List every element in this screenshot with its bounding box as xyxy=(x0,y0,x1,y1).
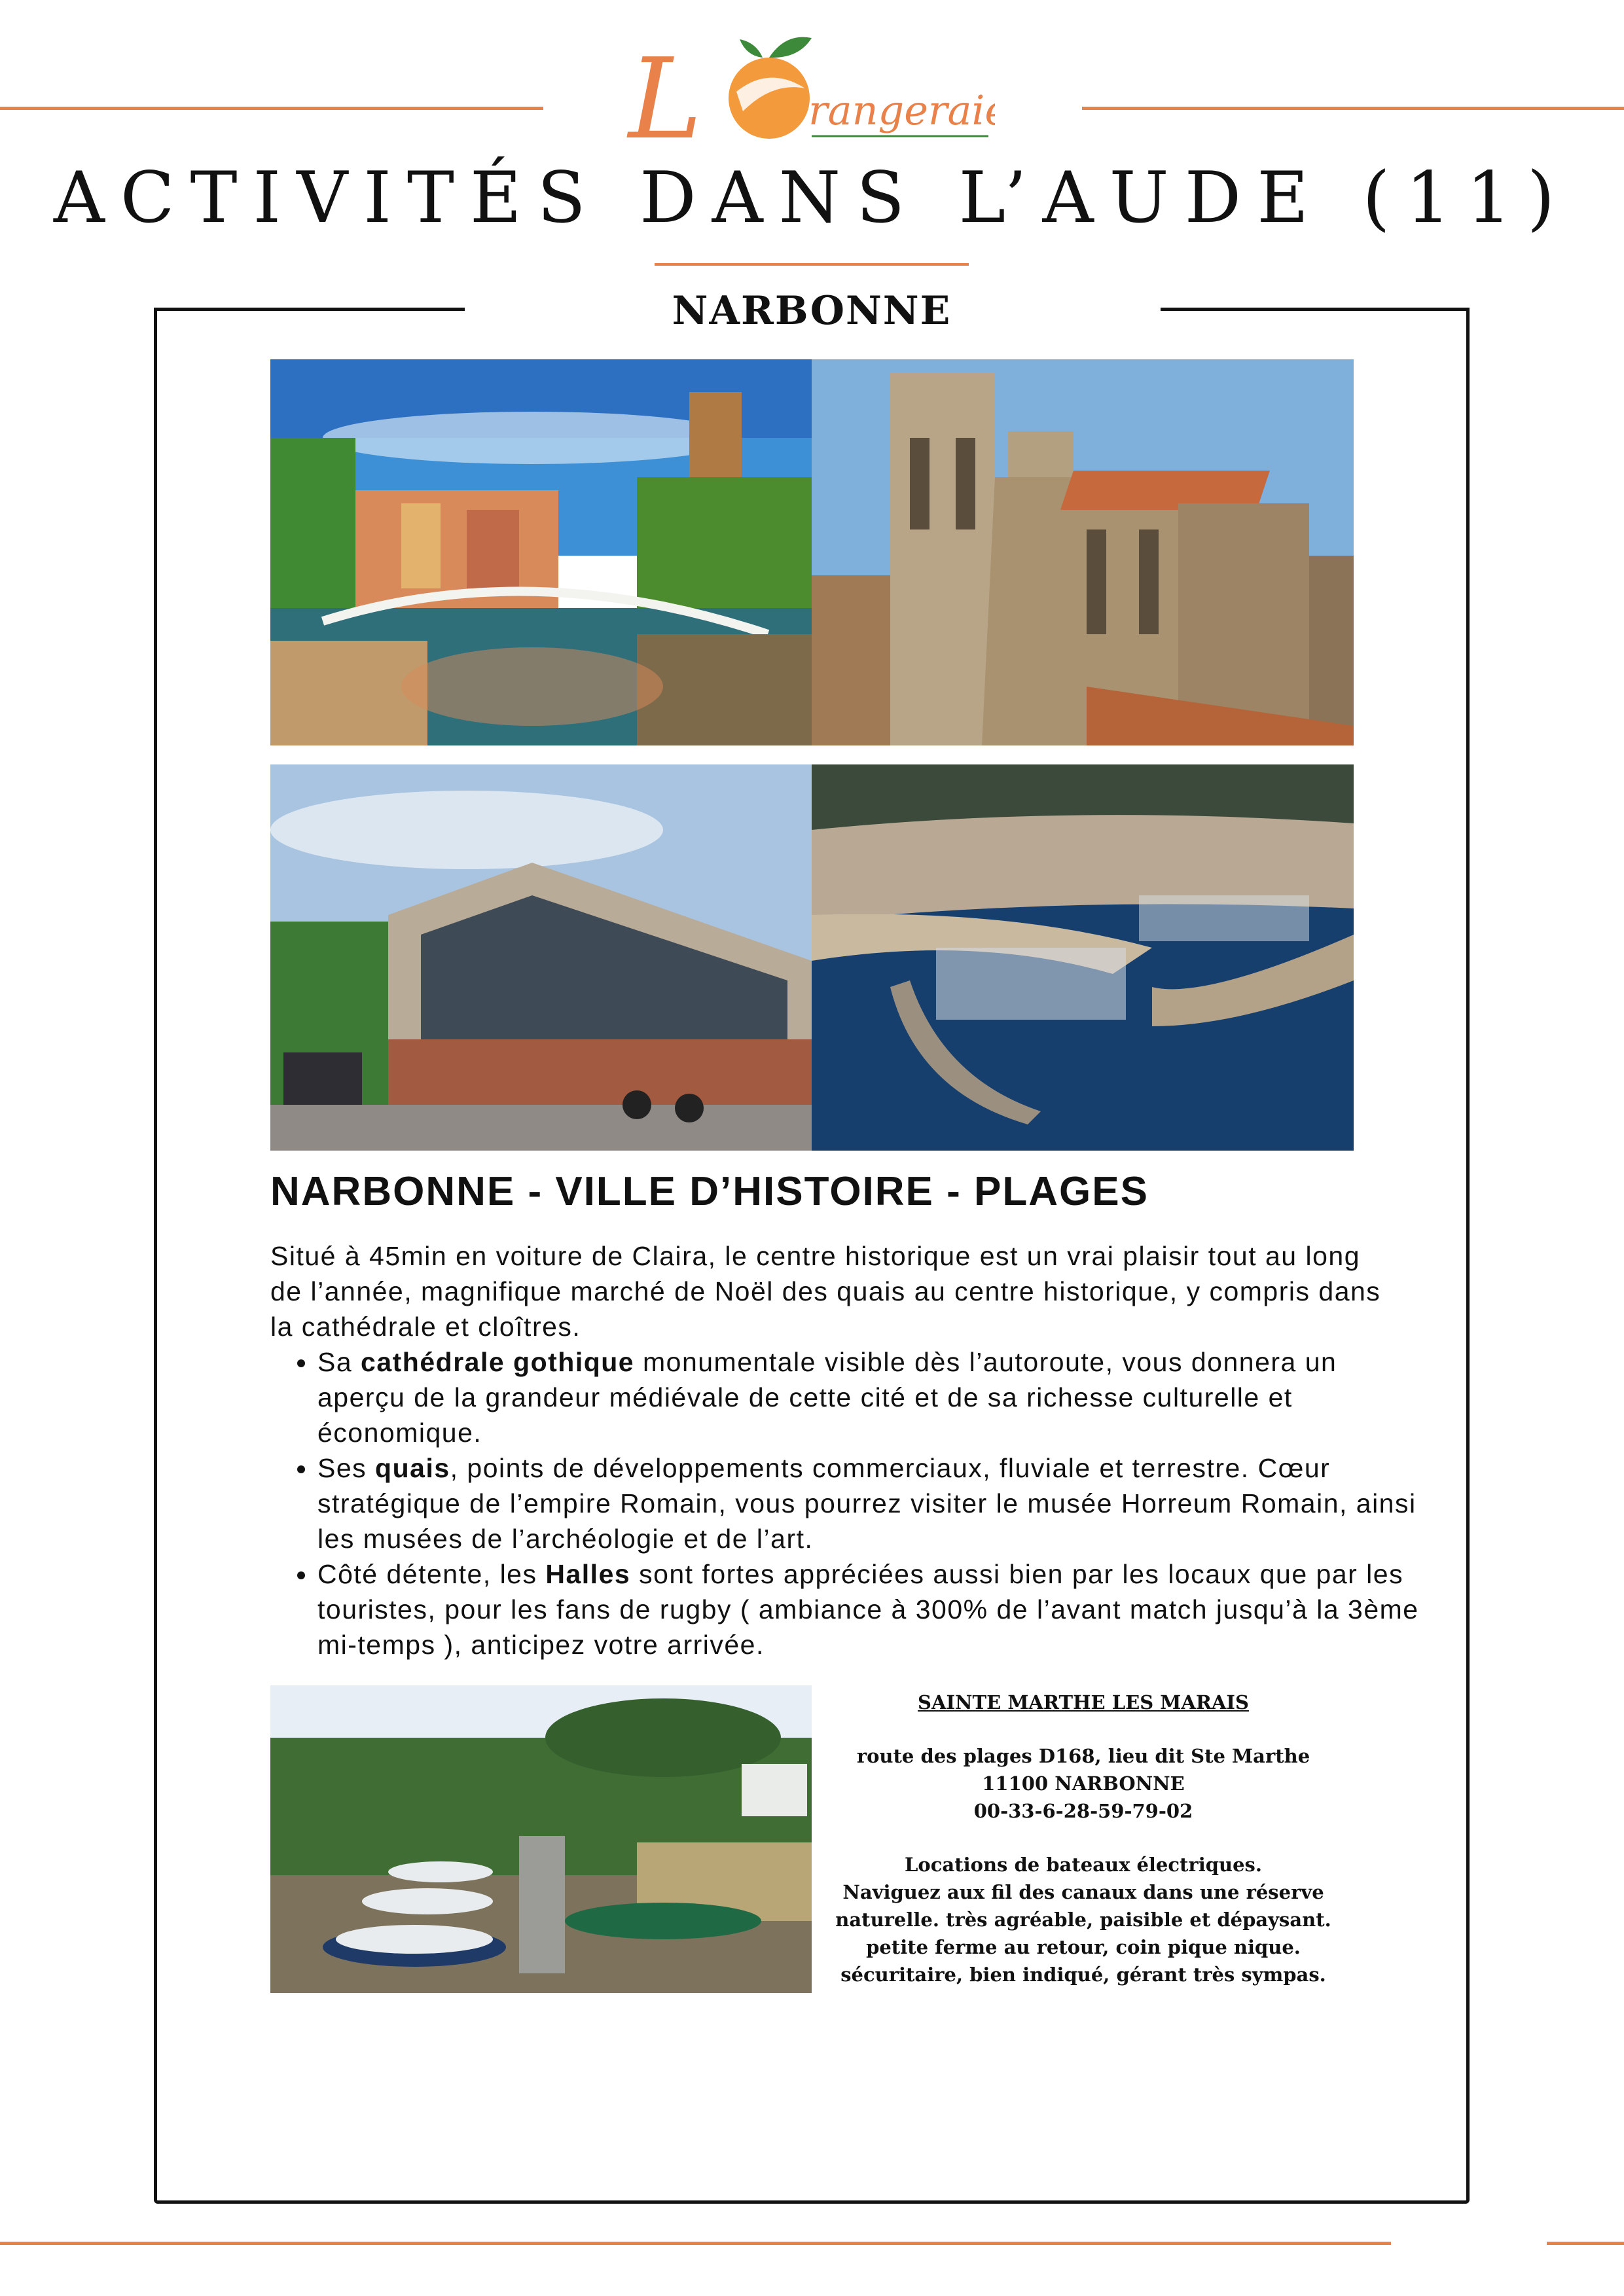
logo-wordmark: rangeraie xyxy=(808,86,995,134)
venue-address-line1: route des plages D168, lieu dit Ste Marthe xyxy=(856,1745,1310,1767)
header-rule-left xyxy=(0,107,543,110)
article-bullets xyxy=(270,1344,1430,1662)
marina-aerial-photo-icon xyxy=(812,764,1354,1151)
title-underline xyxy=(655,263,969,266)
venue-desc-line: naturelle. très agréable, paisible et dépaysant. xyxy=(835,1909,1331,1931)
footer-rule-left xyxy=(0,2242,1391,2245)
logo-letter-l: L xyxy=(628,35,702,157)
venue-name: SAINTE MARTHE LES MARAIS xyxy=(918,1691,1249,1713)
frame-top-left xyxy=(154,308,465,311)
logo-leaf-icon xyxy=(769,37,812,58)
page-title: ACTIVITÉS DANS L’AUDE (11) xyxy=(53,157,1571,239)
venue-address-line2: 11100 NARBONNE xyxy=(982,1772,1185,1795)
header-rule-right xyxy=(1082,107,1624,110)
footer-rule-right xyxy=(1547,2242,1624,2245)
list-item: • Ses quais, points de développements commerciaux, fluviale et terrestre. Cœur stratégique de l’empire Romain, vous pourrez visiter le musée Horreum Romain, ainsi les musées de l’archéologie et de l’art. xyxy=(317,1450,1430,1556)
article-heading: NARBONNE - VILLE D’HISTOIRE - PLAGES xyxy=(270,1169,1149,1214)
venue-desc-line: Locations de bateaux électriques. xyxy=(905,1854,1262,1876)
boats-lake-photo-icon xyxy=(270,1685,812,1993)
canal-photo-icon xyxy=(270,359,812,745)
cathedral-photo-icon xyxy=(812,359,1354,745)
market-hall-photo-icon xyxy=(270,764,812,1151)
venue-phone: 00-33-6-28-59-79-02 xyxy=(973,1800,1193,1822)
list-item: • Côté détente, les Halles sont fortes appréciées aussi bien par les locaux que par les touristes, pour les fans de rugby ( ambiance à 300% de l’avant match jusqu’à la 3ème mi-temps ), anticipez votre arrivée. xyxy=(317,1556,1430,1662)
list-item: • Sa cathédrale gothique monumentale visible dès l’autoroute, vous donnera un aperçu de la grandeur médiévale de cette cité et de sa richesse culturelle et économique. xyxy=(317,1344,1430,1450)
orangeraie-logo xyxy=(622,26,995,157)
venue-desc-line: Naviguez aux fil des canaux dans une réserve xyxy=(842,1881,1324,1903)
article-intro: Situé à 45min en voiture de Claira, le centre historique est un vrai plaisir tout au long de l’année, magnifique marché de Noël des quais au centre historique, y compris dans la cathédrale et cloîtres. xyxy=(270,1241,1381,1342)
venue-info xyxy=(815,1689,1352,1988)
venue-desc-line: sécuritaire, bien indiqué, gérant très sympas. xyxy=(840,1964,1326,1986)
venue-desc-line: petite ferme au retour, coin pique nique. xyxy=(866,1936,1301,1958)
frame-top-right xyxy=(1161,308,1470,311)
section-title: NARBONNE xyxy=(672,288,952,334)
